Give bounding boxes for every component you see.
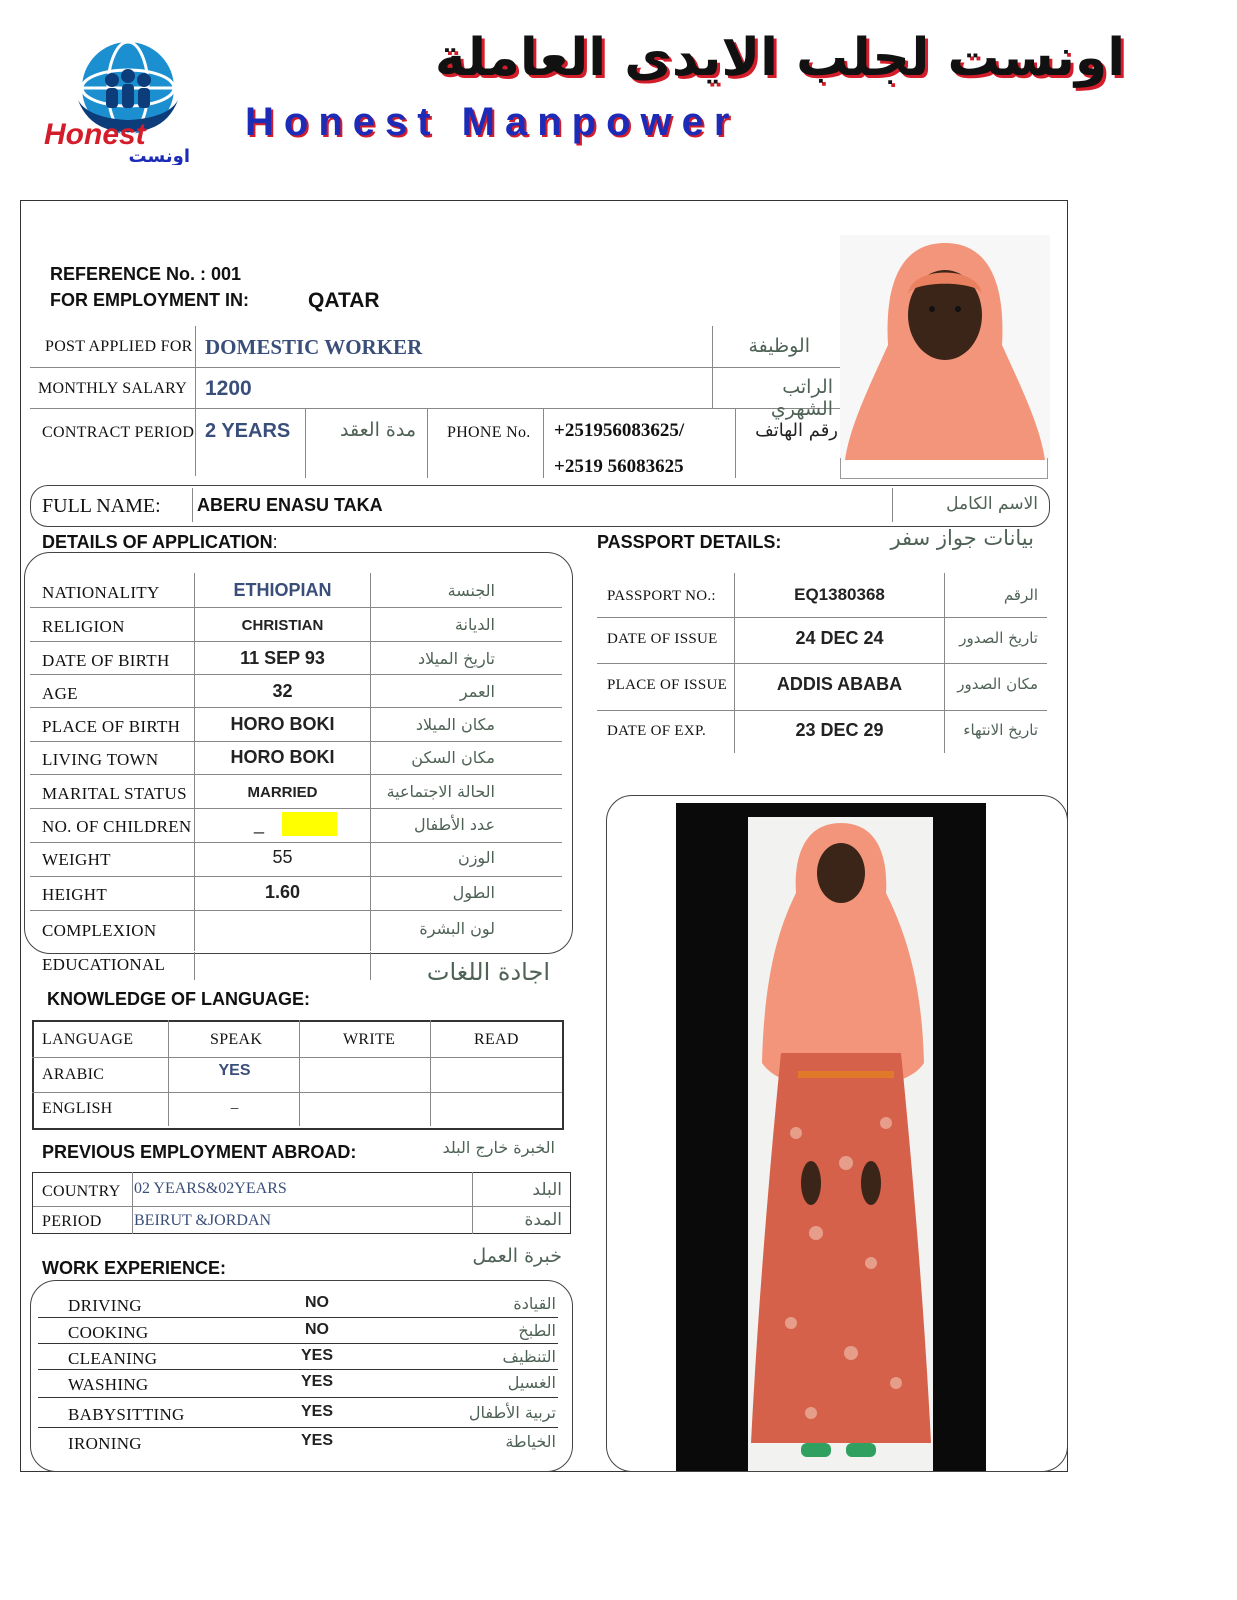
work-row-value: YES bbox=[300, 1373, 333, 1390]
divider bbox=[38, 1427, 558, 1428]
application-row-arabic: الديانة bbox=[454, 615, 495, 634]
application-row-label: LIVING TOWN bbox=[42, 750, 159, 769]
lang-arabic-speak: YES bbox=[218, 1062, 251, 1079]
phone-arabic: رقم الهاتف bbox=[755, 420, 838, 441]
divider bbox=[194, 952, 195, 980]
divider bbox=[30, 607, 562, 608]
lang-english-speak: – bbox=[230, 1099, 239, 1115]
reference-number: REFERENCE No. : 001 bbox=[50, 264, 242, 284]
divider bbox=[32, 1206, 570, 1207]
application-row-arabic: الوزن bbox=[457, 848, 495, 867]
divider bbox=[38, 1397, 558, 1398]
divider bbox=[305, 408, 306, 478]
application-row-value: 55 bbox=[272, 847, 293, 867]
divider bbox=[32, 1057, 562, 1058]
employment-country: QATAR bbox=[308, 289, 380, 312]
passport-row-label: DATE OF EXP. bbox=[607, 723, 707, 739]
work-title-arabic: خبرة العمل bbox=[472, 1245, 562, 1267]
divider bbox=[132, 1172, 133, 1234]
divider bbox=[892, 488, 893, 522]
application-row-label: MARITAL STATUS bbox=[42, 784, 187, 803]
application-row-value: HORO BOKI bbox=[230, 747, 335, 767]
application-row-value: CHRISTIAN bbox=[241, 617, 324, 634]
application-row-arabic: لون البشرة bbox=[419, 919, 495, 938]
previous-title: PREVIOUS EMPLOYMENT ABROAD: bbox=[42, 1142, 357, 1162]
contract-arabic: مدة العقد bbox=[340, 419, 416, 441]
divider bbox=[38, 1369, 558, 1370]
divider bbox=[30, 674, 562, 675]
work-row-arabic: الطبخ bbox=[518, 1321, 556, 1340]
passport-row-arabic: تاريخ الانتهاء bbox=[963, 721, 1038, 739]
full-length-photo bbox=[676, 803, 986, 1471]
application-row-label: RELIGION bbox=[42, 617, 125, 636]
post-arabic: الوظيفة bbox=[748, 335, 810, 357]
lang-header-read: READ bbox=[474, 1031, 519, 1048]
passport-title: PASSPORT DETAILS: bbox=[597, 532, 782, 552]
application-row-value: MARRIED bbox=[247, 784, 318, 801]
previous-country-value: 02 YEARS&02YEARS bbox=[134, 1180, 287, 1197]
previous-country-label: COUNTRY bbox=[42, 1183, 121, 1200]
application-row-arabic: مكان السكن bbox=[411, 748, 495, 767]
divider bbox=[30, 808, 562, 809]
contract-value: 2 YEARS bbox=[205, 420, 291, 442]
divider bbox=[38, 1343, 558, 1344]
company-logo bbox=[40, 40, 205, 165]
lang-header-speak: SPEAK bbox=[210, 1031, 263, 1048]
application-title-suffix: : bbox=[272, 532, 278, 552]
application-title-text: DETAILS OF APPLICATION bbox=[42, 532, 273, 552]
divider bbox=[38, 1317, 558, 1318]
lang-header-write: WRITE bbox=[343, 1031, 396, 1048]
header-english-title: Honest Manpower bbox=[245, 100, 740, 144]
passport-row-value: ADDIS ABABA bbox=[776, 674, 903, 694]
application-row-label: DATE OF BIRTH bbox=[42, 651, 170, 670]
passport-row-arabic: تاريخ الصدور bbox=[959, 629, 1038, 647]
logo-text-ar: اونست bbox=[128, 146, 190, 165]
application-row-value: ETHIOPIAN bbox=[233, 580, 332, 600]
passport-row-label: PLACE OF ISSUE bbox=[607, 677, 728, 693]
divider bbox=[195, 326, 196, 476]
salary-arabic: الراتب الشهري bbox=[770, 376, 833, 420]
work-row-value: YES bbox=[300, 1347, 333, 1364]
application-row-arabic: العمر bbox=[459, 682, 495, 701]
work-row-value: NO bbox=[305, 1294, 329, 1311]
divider bbox=[944, 573, 945, 753]
divider bbox=[32, 1233, 570, 1234]
language-title: KNOWLEDGE OF LANGUAGE: bbox=[47, 989, 310, 1009]
passport-row-label: PASSPORT NO.: bbox=[607, 588, 716, 604]
application-row-arabic: الجنسة bbox=[447, 581, 495, 600]
work-row-value: NO bbox=[305, 1321, 329, 1338]
divider bbox=[597, 710, 1047, 711]
post-label: POST APPLIED FOR bbox=[45, 338, 193, 355]
application-row-arabic: الطول bbox=[452, 883, 495, 902]
full-name-label: FULL NAME: bbox=[42, 495, 161, 517]
divider bbox=[370, 573, 371, 951]
work-row-arabic: الخياطة bbox=[505, 1432, 556, 1451]
work-row-label: DRIVING bbox=[68, 1296, 142, 1315]
previous-period-arabic: المدة bbox=[524, 1210, 562, 1230]
employment-label: FOR EMPLOYMENT IN: bbox=[50, 290, 249, 310]
previous-period-value: BEIRUT &JORDAN bbox=[134, 1212, 272, 1229]
lang-row-arabic: ARABIC bbox=[42, 1066, 105, 1083]
photo-caption-box bbox=[840, 458, 1048, 479]
work-row-arabic: القيادة bbox=[513, 1294, 556, 1313]
divider bbox=[32, 1172, 33, 1234]
passport-title-arabic: بيانات جواز سفر bbox=[890, 526, 1034, 550]
application-row-label: NO. OF CHILDREN bbox=[42, 817, 192, 836]
passport-row-value: 23 DEC 29 bbox=[795, 720, 884, 740]
phone-value-2: +2519 56083625 bbox=[554, 456, 684, 477]
divider bbox=[32, 1172, 570, 1173]
divider bbox=[597, 617, 1047, 618]
divider bbox=[30, 741, 562, 742]
header-arabic-title: اونست لجلب الايدى العاملة bbox=[434, 28, 1126, 88]
children-highlight bbox=[282, 812, 337, 836]
lang-row-english: ENGLISH bbox=[42, 1100, 113, 1117]
divider bbox=[597, 663, 1047, 664]
passport-row-value: 24 DEC 24 bbox=[795, 628, 884, 648]
divider bbox=[30, 774, 562, 775]
divider bbox=[299, 1020, 300, 1126]
previous-title-arabic: الخبرة خارج البلد bbox=[442, 1138, 555, 1157]
divider bbox=[570, 1172, 571, 1234]
divider bbox=[30, 707, 562, 708]
application-row-label: COMPLEXION bbox=[42, 921, 157, 940]
divider bbox=[370, 952, 371, 980]
application-row-value: _ bbox=[254, 814, 265, 834]
passport-row-value: EQ1380368 bbox=[794, 585, 885, 604]
full-name-value: ABERU ENASU TAKA bbox=[197, 495, 383, 515]
phone-label: PHONE No. bbox=[447, 424, 531, 441]
passport-row-label: DATE OF ISSUE bbox=[607, 631, 718, 647]
work-row-label: CLEANING bbox=[68, 1349, 158, 1368]
divider bbox=[30, 910, 562, 911]
post-value: DOMESTIC WORKER bbox=[205, 335, 423, 359]
passport-row-arabic: مكان الصدور bbox=[957, 675, 1038, 693]
divider bbox=[192, 488, 193, 522]
divider bbox=[32, 1092, 562, 1093]
application-row-value: 11 SEP 93 bbox=[240, 648, 325, 668]
divider bbox=[430, 1020, 431, 1126]
salary-value: 1200 bbox=[205, 377, 252, 400]
salary-label: MONTHLY SALARY bbox=[38, 380, 188, 397]
divider bbox=[543, 408, 544, 478]
application-row-arabic: الحالة الاجتماعية bbox=[386, 782, 495, 801]
work-title: WORK EXPERIENCE: bbox=[42, 1258, 227, 1278]
portrait-photo bbox=[840, 235, 1050, 460]
divider bbox=[30, 876, 562, 877]
language-title-arabic: اجادة اللغات bbox=[426, 958, 550, 986]
application-row-label: AGE bbox=[42, 684, 78, 703]
divider bbox=[712, 326, 713, 408]
previous-country-arabic: البلد bbox=[532, 1180, 562, 1200]
full-name-box bbox=[30, 485, 1050, 527]
work-row-value: YES bbox=[300, 1403, 333, 1420]
lang-header-language: LANGUAGE bbox=[42, 1031, 134, 1048]
work-row-arabic: الغسيل bbox=[507, 1373, 556, 1392]
application-row-label: NATIONALITY bbox=[42, 583, 160, 602]
divider bbox=[30, 641, 562, 642]
work-row-label: IRONING bbox=[68, 1434, 142, 1453]
divider bbox=[168, 1020, 169, 1126]
work-row-arabic: التنظيف bbox=[502, 1347, 556, 1366]
phone-value-1: +251956083625/ bbox=[554, 420, 685, 441]
application-row-arabic: تاريخ الميلاد bbox=[418, 649, 495, 668]
application-row-arabic: عدد الأطفال bbox=[413, 815, 495, 834]
application-row-label: WEIGHT bbox=[42, 850, 111, 869]
full-name-arabic: الاسم الكامل bbox=[946, 494, 1038, 514]
application-row-arabic: مكان الميلاد bbox=[415, 715, 495, 734]
passport-row-arabic: الرقم bbox=[1003, 586, 1038, 604]
divider bbox=[427, 408, 428, 478]
logo-text-en: Honest bbox=[44, 118, 146, 151]
application-row-value: 1.60 bbox=[264, 882, 301, 902]
educational-label: EDUCATIONAL bbox=[42, 955, 166, 974]
work-row-label: WASHING bbox=[68, 1375, 149, 1394]
previous-period-label: PERIOD bbox=[42, 1213, 102, 1230]
application-row-value: HORO BOKI bbox=[230, 714, 335, 734]
work-row-label: BABYSITTING bbox=[68, 1405, 185, 1424]
divider bbox=[30, 842, 562, 843]
application-row-label: HEIGHT bbox=[42, 885, 108, 904]
work-row-label: COOKING bbox=[68, 1323, 149, 1342]
application-row-label: PLACE OF BIRTH bbox=[42, 717, 181, 736]
application-row-value: 32 bbox=[272, 681, 293, 701]
work-row-value: YES bbox=[300, 1432, 333, 1449]
work-row-arabic: تربية الأطفال bbox=[468, 1403, 556, 1422]
contract-label: CONTRACT PERIOD bbox=[42, 424, 195, 441]
divider bbox=[30, 367, 840, 368]
divider bbox=[472, 1172, 473, 1234]
application-title bbox=[42, 532, 278, 553]
